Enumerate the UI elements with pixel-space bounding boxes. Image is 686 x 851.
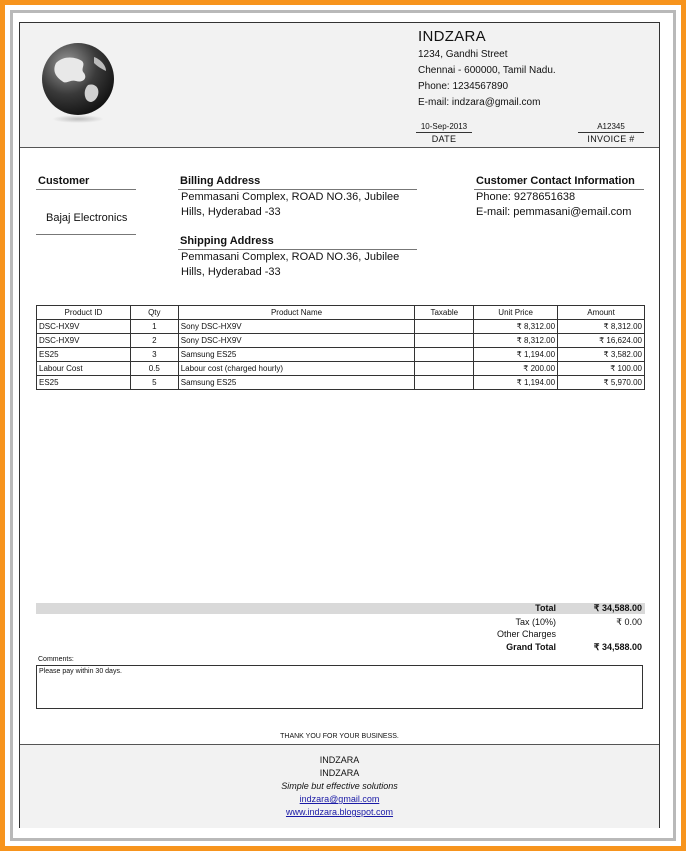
shipping-address-line2: Hills, Hyderabad -33 [181, 266, 281, 278]
globe-logo-icon [36, 41, 120, 125]
comments-label: Comments: [38, 656, 74, 663]
comments-box [36, 665, 643, 709]
col-unit-price: Unit Price [474, 306, 558, 320]
grand-total-value: ₹ 34,588.00 [593, 642, 642, 652]
footer-email-link[interactable]: indzara@gmail.com [299, 794, 380, 804]
company-email: E-mail: indzara@gmail.com [418, 97, 541, 108]
customer-label-underline [36, 189, 136, 190]
cell-unit-price: ₹ 1,194.00 [474, 376, 558, 390]
cell-product-name: Sony DSC-HX9V [178, 334, 415, 348]
table-row [37, 376, 645, 390]
cell-taxable [415, 376, 474, 390]
table-row [37, 334, 645, 348]
invoice-date-value: 10-Sep-2013 [416, 122, 472, 133]
shipping-address-label: Shipping Address [180, 235, 274, 247]
cell-product-id: ES25 [37, 348, 131, 362]
tax-value: ₹ 0.00 [616, 617, 642, 627]
company-info [418, 27, 556, 111]
invoice-footer [20, 744, 659, 828]
cell-product-id: ES25 [37, 376, 131, 390]
comments-text: Please pay within 30 days. [39, 668, 122, 675]
shipping-address-line1: Pemmasani Complex, ROAD NO.36, Jubilee [181, 251, 400, 263]
footer-website-link[interactable]: www.indzara.blogspot.com [285, 807, 394, 817]
cell-qty: 0.5 [130, 362, 178, 376]
cell-product-name: Samsung ES25 [178, 348, 415, 362]
cell-amount: ₹ 5,970.00 [558, 376, 645, 390]
cell-amount: ₹ 100.00 [558, 362, 645, 376]
cell-unit-price: ₹ 8,312.00 [474, 320, 558, 334]
total-label: Total [535, 603, 556, 613]
contact-email: E-mail: pemmasani@email.com [476, 206, 632, 218]
contact-info-label: Customer Contact Information [476, 175, 635, 187]
cell-taxable [415, 334, 474, 348]
col-product-id: Product ID [37, 306, 131, 320]
invoice-number-block [578, 122, 644, 145]
table-row [37, 348, 645, 362]
company-name: INDZARA [418, 28, 486, 45]
cell-qty: 5 [130, 376, 178, 390]
cell-unit-price: ₹ 200.00 [474, 362, 558, 376]
billing-address-line1: Pemmasani Complex, ROAD NO.36, Jubilee [181, 191, 400, 203]
cell-taxable [415, 320, 474, 334]
cell-taxable [415, 348, 474, 362]
table-row [37, 362, 645, 376]
table-row [37, 320, 645, 334]
invoice-number-value: A12345 [578, 122, 644, 133]
cell-product-id: DSC-HX9V [37, 334, 131, 348]
invoice-date-block [416, 122, 472, 145]
footer-company-line1: INDZARA [319, 755, 360, 765]
contact-phone: Phone: 9278651638 [476, 191, 576, 203]
cell-amount: ₹ 16,624.00 [558, 334, 645, 348]
other-charges-label: Other Charges [496, 629, 556, 639]
cell-product-name: Labour cost (charged hourly) [178, 362, 415, 376]
invoice-header [20, 23, 659, 148]
cell-product-id: Labour Cost [37, 362, 131, 376]
invoice-number-label: INVOICE # [587, 134, 635, 144]
cell-qty: 2 [130, 334, 178, 348]
line-items-table [36, 305, 645, 390]
cell-unit-price: ₹ 1,194.00 [474, 348, 558, 362]
grand-total-label: Grand Total [506, 642, 556, 652]
cell-unit-price: ₹ 8,312.00 [474, 334, 558, 348]
footer-tagline: Simple but effective solutions [281, 781, 398, 791]
col-amount: Amount [558, 306, 645, 320]
invoice-date-label: DATE [431, 134, 457, 144]
tax-label: Tax (10%) [515, 617, 556, 627]
cell-qty: 3 [130, 348, 178, 362]
cell-qty: 1 [130, 320, 178, 334]
billing-address-label: Billing Address [180, 175, 261, 187]
customer-label: Customer [38, 175, 90, 187]
footer-company-line2: INDZARA [319, 768, 360, 778]
col-qty: Qty [130, 306, 178, 320]
cell-taxable [415, 362, 474, 376]
thank-you-message: THANK YOU FOR YOUR BUSINESS. [280, 733, 399, 740]
total-value: ₹ 34,588.00 [593, 603, 642, 613]
company-phone: Phone: 1234567890 [418, 81, 509, 92]
table-header-row [37, 306, 645, 320]
company-address-line2: Chennai - 600000, Tamil Nadu. [418, 65, 556, 76]
col-taxable: Taxable [415, 306, 474, 320]
company-address-line1: 1234, Gandhi Street [418, 49, 508, 60]
invoice-document [19, 22, 660, 828]
billing-address-line2: Hills, Hyderabad -33 [181, 206, 281, 218]
customer-name: Bajaj Electronics [46, 212, 128, 224]
cell-amount: ₹ 8,312.00 [558, 320, 645, 334]
cell-amount: ₹ 3,582.00 [558, 348, 645, 362]
cell-product-name: Sony DSC-HX9V [178, 320, 415, 334]
col-product-name: Product Name [178, 306, 415, 320]
customer-name-underline [36, 234, 136, 235]
cell-product-id: DSC-HX9V [37, 320, 131, 334]
cell-product-name: Samsung ES25 [178, 376, 415, 390]
